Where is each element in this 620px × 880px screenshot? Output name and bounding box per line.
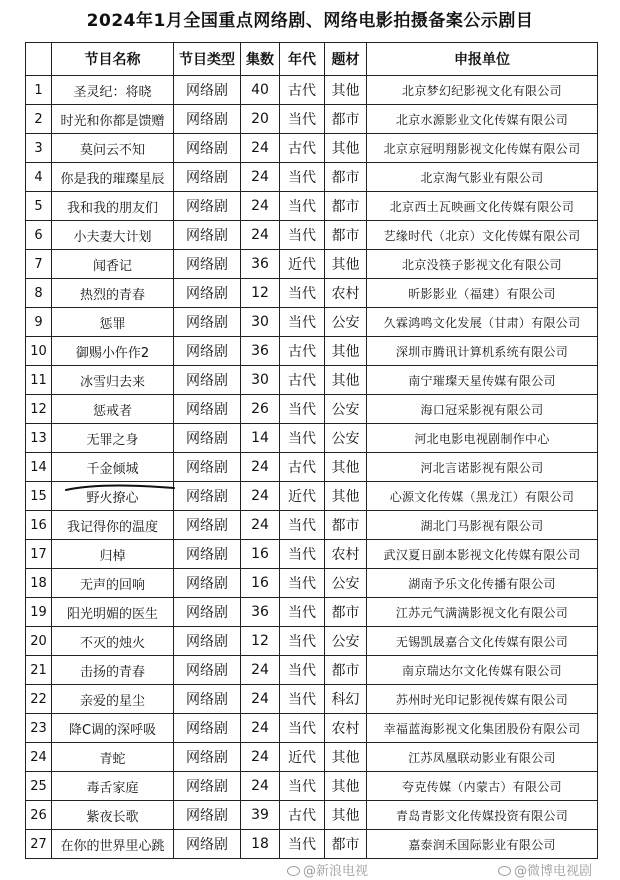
row-number: 15 <box>26 482 52 511</box>
header-applicant: 申报单位 <box>367 43 598 76</box>
row-number: 1 <box>26 76 52 105</box>
genre: 都市 <box>325 511 367 540</box>
episode-count: 24 <box>241 714 280 743</box>
applicant-unit: 心源文化传媒（黑龙江）有限公司 <box>367 482 598 511</box>
program-type: 网络剧 <box>174 221 241 250</box>
genre: 其他 <box>325 801 367 830</box>
genre: 其他 <box>325 743 367 772</box>
table-row <box>26 714 598 743</box>
genre: 其他 <box>325 134 367 163</box>
genre: 其他 <box>325 482 367 511</box>
episode-count: 30 <box>241 366 280 395</box>
episode-count: 20 <box>241 105 280 134</box>
row-number: 17 <box>26 540 52 569</box>
applicant-unit: 河北言诺影视有限公司 <box>367 453 598 482</box>
era: 当代 <box>280 627 325 656</box>
episode-count: 14 <box>241 424 280 453</box>
genre: 都市 <box>325 192 367 221</box>
applicant-unit: 北京淘气影业有限公司 <box>367 163 598 192</box>
era: 当代 <box>280 569 325 598</box>
applicant-unit: 青岛青影文化传媒投资有限公司 <box>367 801 598 830</box>
genre: 都市 <box>325 105 367 134</box>
era: 古代 <box>280 337 325 366</box>
program-name: 亲爱的星尘 <box>52 685 174 714</box>
episode-count: 30 <box>241 308 280 337</box>
table-body <box>26 76 598 859</box>
era: 当代 <box>280 714 325 743</box>
page-title: 2024年1月全国重点网络剧、网络电影拍摄备案公示剧目 <box>86 11 534 31</box>
row-number: 23 <box>26 714 52 743</box>
applicant-unit: 湖北门马影视有限公司 <box>367 511 598 540</box>
applicant-unit: 苏州时光印记影视传媒有限公司 <box>367 685 598 714</box>
row-number: 8 <box>26 279 52 308</box>
table-row <box>26 221 598 250</box>
header-genre: 题材 <box>325 43 367 76</box>
genre: 其他 <box>325 250 367 279</box>
applicant-unit: 幸福蓝海影视文化集团股份有限公司 <box>367 714 598 743</box>
applicant-unit: 南京瑞达尔文化传媒有限公司 <box>367 656 598 685</box>
weibo-icon <box>498 866 511 876</box>
program-type: 网络剧 <box>174 743 241 772</box>
table-row <box>26 482 598 511</box>
episode-count: 24 <box>241 656 280 685</box>
row-number: 3 <box>26 134 52 163</box>
episode-count: 24 <box>241 511 280 540</box>
era: 当代 <box>280 830 325 859</box>
filing-table <box>25 42 598 859</box>
episode-count: 24 <box>241 482 280 511</box>
program-name: 热烈的青春 <box>52 279 174 308</box>
applicant-unit: 河北电影电视剧制作中心 <box>367 424 598 453</box>
program-name: 紫夜长歌 <box>52 801 174 830</box>
program-name: 惩戒者 <box>52 395 174 424</box>
table-row <box>26 453 598 482</box>
program-type: 网络剧 <box>174 656 241 685</box>
program-type: 网络剧 <box>174 279 241 308</box>
row-number: 22 <box>26 685 52 714</box>
program-name: 御赐小仵作2 <box>52 337 174 366</box>
table-row <box>26 772 598 801</box>
genre: 都市 <box>325 163 367 192</box>
weibo-icon <box>287 866 300 876</box>
row-number: 6 <box>26 221 52 250</box>
episode-count: 24 <box>241 743 280 772</box>
applicant-unit: 久霖鸿鸣文化发展（甘肃）有限公司 <box>367 308 598 337</box>
program-type: 网络剧 <box>174 569 241 598</box>
episode-count: 16 <box>241 540 280 569</box>
program-name: 无声的回响 <box>52 569 174 598</box>
program-name: 惩罪 <box>52 308 174 337</box>
episode-count: 24 <box>241 221 280 250</box>
table-row <box>26 743 598 772</box>
genre: 都市 <box>325 656 367 685</box>
episode-count: 24 <box>241 772 280 801</box>
era: 当代 <box>280 656 325 685</box>
genre: 农村 <box>325 714 367 743</box>
row-number: 26 <box>26 801 52 830</box>
table-row <box>26 308 598 337</box>
applicant-unit: 北京西土瓦映画文化传媒有限公司 <box>367 192 598 221</box>
program-type: 网络剧 <box>174 76 241 105</box>
program-type: 网络剧 <box>174 134 241 163</box>
header-program-name: 节目名称 <box>52 43 174 76</box>
era: 当代 <box>280 395 325 424</box>
row-number: 25 <box>26 772 52 801</box>
applicant-unit: 江苏元气满满影视文化有限公司 <box>367 598 598 627</box>
era: 当代 <box>280 685 325 714</box>
table-row <box>26 163 598 192</box>
applicant-unit: 海口冠采影视有限公司 <box>367 395 598 424</box>
table-row <box>26 511 598 540</box>
applicant-unit: 武汉夏日副本影视文化传媒有限公司 <box>367 540 598 569</box>
episode-count: 24 <box>241 192 280 221</box>
program-name: 圣灵纪：将晓 <box>52 76 174 105</box>
program-type: 网络剧 <box>174 105 241 134</box>
table-row <box>26 569 598 598</box>
row-number: 20 <box>26 627 52 656</box>
program-type: 网络剧 <box>174 772 241 801</box>
episode-count: 24 <box>241 685 280 714</box>
row-number: 13 <box>26 424 52 453</box>
genre: 公安 <box>325 308 367 337</box>
program-type: 网络剧 <box>174 366 241 395</box>
genre: 公安 <box>325 569 367 598</box>
row-number: 21 <box>26 656 52 685</box>
table-row <box>26 656 598 685</box>
program-type: 网络剧 <box>174 801 241 830</box>
genre: 都市 <box>325 221 367 250</box>
applicant-unit: 江苏凤凰联动影业有限公司 <box>367 743 598 772</box>
row-number: 18 <box>26 569 52 598</box>
table-row <box>26 395 598 424</box>
applicant-unit: 北京没筷子影视文化有限公司 <box>367 250 598 279</box>
program-name: 在你的世界里心跳 <box>52 830 174 859</box>
era: 当代 <box>280 511 325 540</box>
row-number: 11 <box>26 366 52 395</box>
row-number: 12 <box>26 395 52 424</box>
table-row <box>26 105 598 134</box>
episode-count: 36 <box>241 250 280 279</box>
applicant-unit: 昕影影业（福建）有限公司 <box>367 279 598 308</box>
program-name: 降C调的深呼吸 <box>52 714 174 743</box>
genre: 其他 <box>325 366 367 395</box>
program-name: 闻香记 <box>52 250 174 279</box>
row-number: 10 <box>26 337 52 366</box>
applicant-unit: 艺缘时代（北京）文化传媒有限公司 <box>367 221 598 250</box>
applicant-unit: 北京水源影业文化传媒有限公司 <box>367 105 598 134</box>
header-no <box>26 43 52 76</box>
program-name: 不灭的烛火 <box>52 627 174 656</box>
program-name: 阳光明媚的医生 <box>52 598 174 627</box>
program-name: 千金倾城 <box>52 453 174 482</box>
program-name: 毒舌家庭 <box>52 772 174 801</box>
table-row <box>26 134 598 163</box>
program-name: 无罪之身 <box>52 424 174 453</box>
table-row <box>26 337 598 366</box>
era: 当代 <box>280 424 325 453</box>
era: 当代 <box>280 772 325 801</box>
program-type: 网络剧 <box>174 482 241 511</box>
episode-count: 18 <box>241 830 280 859</box>
program-type: 网络剧 <box>174 453 241 482</box>
program-name: 我和我的朋友们 <box>52 192 174 221</box>
header-era: 年代 <box>280 43 325 76</box>
header-program-type: 节目类型 <box>174 43 241 76</box>
era: 古代 <box>280 76 325 105</box>
program-type: 网络剧 <box>174 685 241 714</box>
applicant-unit: 北京梦幻纪影视文化有限公司 <box>367 76 598 105</box>
era: 当代 <box>280 308 325 337</box>
row-number: 14 <box>26 453 52 482</box>
applicant-unit: 无锡凯晟嘉合文化传媒有限公司 <box>367 627 598 656</box>
genre: 都市 <box>325 598 367 627</box>
episode-count: 36 <box>241 598 280 627</box>
applicant-unit: 南宁璀璨天星传媒有限公司 <box>367 366 598 395</box>
genre: 其他 <box>325 337 367 366</box>
era: 近代 <box>280 743 325 772</box>
table-row <box>26 598 598 627</box>
row-number: 19 <box>26 598 52 627</box>
episode-count: 36 <box>241 337 280 366</box>
applicant-unit: 夸克传媒（内蒙古）有限公司 <box>367 772 598 801</box>
program-name: 我记得你的温度 <box>52 511 174 540</box>
row-number: 7 <box>26 250 52 279</box>
program-type: 网络剧 <box>174 598 241 627</box>
program-name: 青蛇 <box>52 743 174 772</box>
era: 当代 <box>280 598 325 627</box>
genre: 公安 <box>325 627 367 656</box>
table-row <box>26 627 598 656</box>
applicant-unit: 北京京冠明翔影视文化传媒有限公司 <box>367 134 598 163</box>
table-row <box>26 366 598 395</box>
program-type: 网络剧 <box>174 163 241 192</box>
era: 古代 <box>280 801 325 830</box>
genre: 公安 <box>325 395 367 424</box>
episode-count: 16 <box>241 569 280 598</box>
watermark-sina-tv <box>287 860 368 879</box>
era: 当代 <box>280 192 325 221</box>
genre: 都市 <box>325 830 367 859</box>
program-type: 网络剧 <box>174 830 241 859</box>
era: 近代 <box>280 482 325 511</box>
row-number: 2 <box>26 105 52 134</box>
table-row <box>26 192 598 221</box>
table-row <box>26 685 598 714</box>
episode-count: 39 <box>241 801 280 830</box>
episode-count: 40 <box>241 76 280 105</box>
table-header-row <box>26 43 598 76</box>
era: 当代 <box>280 163 325 192</box>
era: 古代 <box>280 366 325 395</box>
program-name: 冰雪归去来 <box>52 366 174 395</box>
era: 当代 <box>280 279 325 308</box>
program-name: 归棹 <box>52 540 174 569</box>
header-episodes: 集数 <box>241 43 280 76</box>
table-row <box>26 424 598 453</box>
era: 当代 <box>280 221 325 250</box>
program-type: 网络剧 <box>174 395 241 424</box>
era: 当代 <box>280 105 325 134</box>
episode-count: 12 <box>241 627 280 656</box>
table-row <box>26 830 598 859</box>
episode-count: 26 <box>241 395 280 424</box>
era: 古代 <box>280 134 325 163</box>
program-type: 网络剧 <box>174 424 241 453</box>
table-row <box>26 279 598 308</box>
episode-count: 12 <box>241 279 280 308</box>
row-number: 5 <box>26 192 52 221</box>
era: 近代 <box>280 250 325 279</box>
row-number: 4 <box>26 163 52 192</box>
program-type: 网络剧 <box>174 337 241 366</box>
era: 当代 <box>280 540 325 569</box>
watermark-left-text: @新浪电视 <box>303 864 369 879</box>
era: 古代 <box>280 453 325 482</box>
genre: 农村 <box>325 279 367 308</box>
table-row <box>26 801 598 830</box>
program-type: 网络剧 <box>174 308 241 337</box>
applicant-unit: 湖南予乐文化传播有限公司 <box>367 569 598 598</box>
program-type: 网络剧 <box>174 192 241 221</box>
genre: 科幻 <box>325 685 367 714</box>
watermark-weibo-drama <box>498 860 592 879</box>
table-row <box>26 250 598 279</box>
row-number: 9 <box>26 308 52 337</box>
program-name: 时光和你都是馈赠 <box>52 105 174 134</box>
applicant-unit: 嘉泰润禾国际影业有限公司 <box>367 830 598 859</box>
program-name: 你是我的璀璨星辰 <box>52 163 174 192</box>
program-type: 网络剧 <box>174 714 241 743</box>
genre: 其他 <box>325 453 367 482</box>
genre: 公安 <box>325 424 367 453</box>
row-number: 27 <box>26 830 52 859</box>
watermark-right-text: @微博电视剧 <box>514 864 593 879</box>
episode-count: 24 <box>241 453 280 482</box>
applicant-unit: 深圳市腾讯计算机系统有限公司 <box>367 337 598 366</box>
table-row <box>26 76 598 105</box>
row-number: 16 <box>26 511 52 540</box>
genre: 其他 <box>325 76 367 105</box>
program-name: 莫问云不知 <box>52 134 174 163</box>
episode-count: 24 <box>241 163 280 192</box>
genre: 农村 <box>325 540 367 569</box>
program-name: 小夫妻大计划 <box>52 221 174 250</box>
program-type: 网络剧 <box>174 627 241 656</box>
episode-count: 24 <box>241 134 280 163</box>
program-name: 击扬的青春 <box>52 656 174 685</box>
table-row <box>26 540 598 569</box>
program-name: 野火撩心 <box>52 482 174 511</box>
program-type: 网络剧 <box>174 540 241 569</box>
program-type: 网络剧 <box>174 250 241 279</box>
genre: 其他 <box>325 772 367 801</box>
program-type: 网络剧 <box>174 511 241 540</box>
row-number: 24 <box>26 743 52 772</box>
